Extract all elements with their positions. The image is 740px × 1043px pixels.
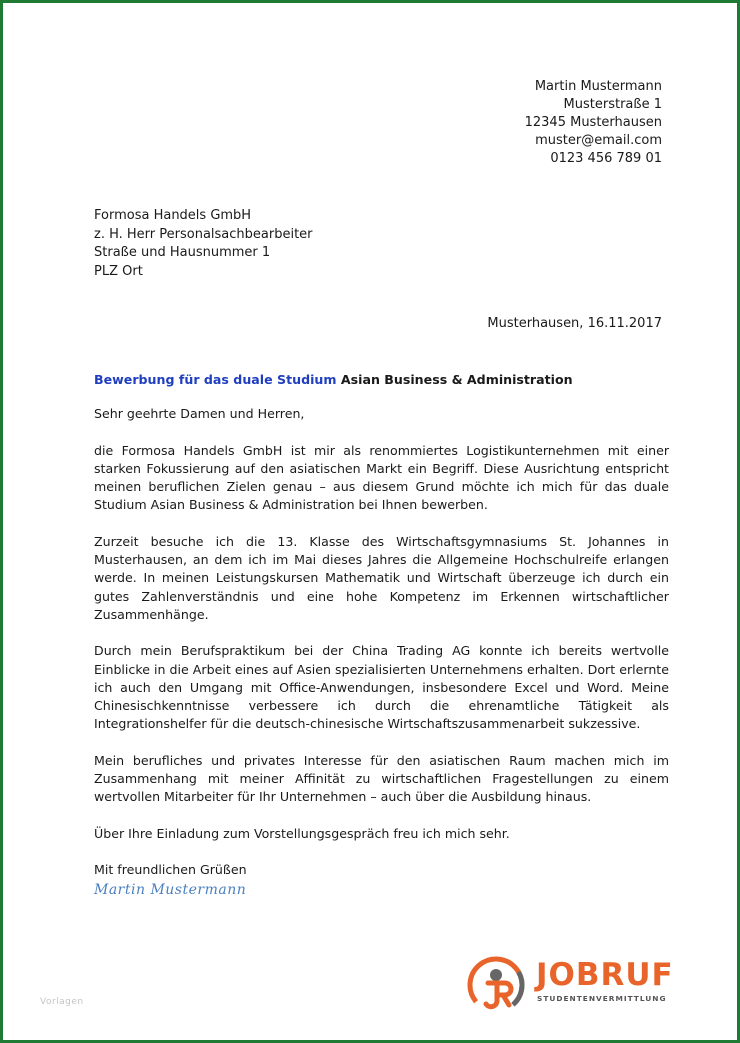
subject-part-1: Bewerbung für das duale Studium bbox=[94, 372, 337, 387]
jobruf-logo bbox=[466, 953, 676, 1017]
sender-street: Musterstraße 1 bbox=[563, 97, 662, 112]
sender-city: 12345 Musterhausen bbox=[524, 115, 662, 130]
sender-name: Martin Mustermann bbox=[534, 79, 662, 94]
closing: Mit freundlichen Grüßen bbox=[94, 861, 247, 877]
paragraph-1: die Formosa Handels GmbH ist mir als renommiertes Logistikunternehmen mit einer starken Fokussierung auf den asiatischen Markt ein Begriff. Diese Ausrichtung entspricht meinen beruflichen Zielen genau – aus diesem Grund möchte ich mich für das duale Studium Asian Business & Administration bei Ihnen bewerben. bbox=[94, 442, 669, 513]
logo-brand-name: JOBRUF bbox=[536, 957, 674, 993]
paragraph-3: Durch mein Berufspraktikum bei der China Trading AG konnte ich bereits wertvolle Einblicke in die Arbeit eines auf Asien spezialisierten Unternehmens erhalten. Dort erlernte ich auch den Umgang mit Office-Anwendungen, insbesondere Excel und Word. Meine Chinesischkenntnisse verbessere ich durch die ehrenamtliche Tätigkeit als Integrationshelfer für die deutsch-chinesische Wirtschaftszusammenarbeit sukzessive. bbox=[94, 643, 669, 732]
subject-part-2: Asian Business & Administration bbox=[336, 372, 573, 387]
logo-tagline: STUDENTENVERMITTLUNG bbox=[537, 994, 667, 1003]
subject-line bbox=[94, 371, 669, 389]
sender-phone: 0123 456 789 01 bbox=[550, 151, 662, 166]
recipient-address bbox=[94, 207, 313, 281]
paragraph-5: Über Ihre Einladung zum Vorstellungsgespräch freu ich mich sehr. bbox=[94, 825, 510, 841]
watermark-text: Vorlagen bbox=[40, 997, 84, 1007]
sender-email: muster@email.com bbox=[535, 133, 662, 148]
recipient-street: Straße und Hausnummer 1 bbox=[94, 245, 271, 260]
jobruf-logo-icon bbox=[466, 953, 532, 1017]
letter-body bbox=[94, 371, 669, 900]
paragraph-4: Mein berufliches und privates Interesse für den asiatischen Raum machen mich im Zusammenhang mit meiner Affinität zu wirtschaftlichen Fragestellungen zu einem wertvollen Mitarbeiter für Ihr Unternehmen – auch über die Ausbildung hinaus. bbox=[94, 752, 669, 805]
signature: Martin Mustermann bbox=[94, 882, 247, 899]
letter-date: Musterhausen, 16.11.2017 bbox=[487, 316, 662, 331]
sender-address bbox=[525, 78, 662, 168]
recipient-attention: z. H. Herr Personalsachbearbeiter bbox=[94, 226, 313, 242]
paragraph-2: Zurzeit besuche ich die 13. Klasse des Wirtschaftsgymnasiums St. Johannes in Musterhausen, an dem ich im Mai dieses Jahres die Allgemeine Hochschulreife erlangen werde. In meinen Leistungskursen Mathematik und Wirtschaft überzeuge ich durch ein gutes Zahlenverständnis und eine hohe Kompetenz im Erkennen wirtschaftlicher Zusammenhänge. bbox=[94, 533, 669, 622]
salutation: Sehr geehrte Damen und Herren, bbox=[94, 406, 305, 422]
recipient-city: PLZ Ort bbox=[94, 263, 143, 279]
recipient-company: Formosa Handels GmbH bbox=[94, 208, 252, 223]
